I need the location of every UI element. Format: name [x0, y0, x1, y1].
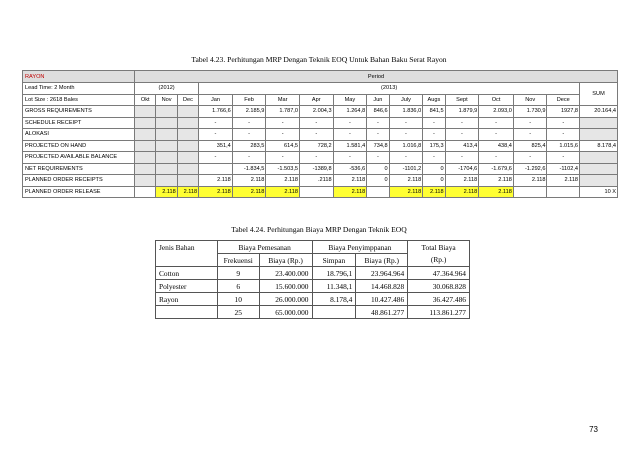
- mrp-cell: [135, 117, 156, 129]
- cost-jenis: Cotton: [156, 267, 218, 280]
- item-name: RAYON: [23, 71, 135, 83]
- mrp-cell: -: [266, 152, 300, 164]
- month-header: Dec: [177, 94, 198, 106]
- row-sum: [580, 129, 618, 141]
- mrp-cell: [299, 186, 333, 198]
- header-biaya-pemesanan: Biaya Pemesanan: [217, 241, 312, 254]
- mrp-cell: 2.118: [232, 175, 266, 187]
- mrp-cell: -: [299, 129, 333, 141]
- cost-row: [156, 306, 470, 319]
- mrp-cell: 2.118: [423, 186, 445, 198]
- mrp-cell: -: [479, 117, 514, 129]
- header-rp: (Rp.): [408, 254, 470, 267]
- mrp-cell: 1.264,8: [333, 106, 367, 118]
- mrp-cell: -: [333, 152, 367, 164]
- mrp-cell: [135, 186, 156, 198]
- cost-total: 30.068.828: [408, 280, 470, 293]
- month-header: Nov: [156, 94, 177, 106]
- mrp-cell: 2.118: [389, 175, 423, 187]
- cost-biaya1: 15.600.000: [259, 280, 312, 293]
- mrp-cell: -: [199, 117, 233, 129]
- mrp-cell: -: [445, 152, 479, 164]
- lot-size: Lot Size : 2618 Bales: [23, 94, 135, 106]
- mrp-cell: -: [232, 117, 266, 129]
- mrp-cell: [177, 163, 198, 175]
- mrp-cell: -: [199, 152, 233, 164]
- mrp-cell: -: [445, 129, 479, 141]
- mrp-cell: 1.787,0: [266, 106, 300, 118]
- mrp-cell: [547, 186, 580, 198]
- mrp-cell: -1.679,6: [479, 163, 514, 175]
- row-sum: [580, 175, 618, 187]
- header-blank: [156, 254, 218, 267]
- mrp-cell: [177, 152, 198, 164]
- mrp-cell: [156, 163, 177, 175]
- cost-biaya2: 48.861.277: [356, 306, 408, 319]
- cost-biaya1: 26.000.000: [259, 293, 312, 306]
- mrp-cell: -: [199, 129, 233, 141]
- mrp-cell: -: [299, 117, 333, 129]
- cost-biaya1: 23.400.000: [259, 267, 312, 280]
- row-sum: [580, 163, 618, 175]
- mrp-cell: 1.879,9: [445, 106, 479, 118]
- mrp-cell: [156, 175, 177, 187]
- mrp-cell: 728,2: [299, 140, 333, 152]
- month-header: Feb: [232, 94, 266, 106]
- mrp-cell: -: [389, 152, 423, 164]
- mrp-cell: -: [333, 129, 367, 141]
- mrp-cell: 825,4: [513, 140, 547, 152]
- month-header: Oct: [479, 94, 514, 106]
- mrp-row: [23, 163, 618, 175]
- mrp-cell: [135, 140, 156, 152]
- row-label: PLANNED ORDER RELEASE: [23, 186, 135, 198]
- mrp-cell: [156, 106, 177, 118]
- mrp-cell: 438,4: [479, 140, 514, 152]
- mrp-cell: 1.730,9: [513, 106, 547, 118]
- month-header: Augs: [423, 94, 445, 106]
- cost-jenis: [156, 306, 218, 319]
- mrp-cell: 0: [367, 175, 389, 187]
- mrp-cell: [156, 129, 177, 141]
- mrp-cell: -: [367, 152, 389, 164]
- mrp-cell: [177, 106, 198, 118]
- cost-simpan: 8.178,4: [312, 293, 356, 306]
- mrp-cell: 1.581,4: [333, 140, 367, 152]
- row-sum: [580, 152, 618, 164]
- mrp-cell: -: [389, 117, 423, 129]
- row-label: PLANNED ORDER RECEIPTS: [23, 175, 135, 187]
- mrp-cell: 2.118: [199, 175, 233, 187]
- mrp-cell: -: [423, 117, 445, 129]
- mrp-cell: 0: [423, 175, 445, 187]
- mrp-cell: -1.834,5: [232, 163, 266, 175]
- mrp-cell: 2.093,0: [479, 106, 514, 118]
- mrp-cell: 2.118: [333, 175, 367, 187]
- cost-total: 113.861.277: [408, 306, 470, 319]
- mrp-row: [23, 129, 618, 141]
- cost-simpan: [312, 306, 356, 319]
- mrp-cell: 2.118: [266, 175, 300, 187]
- month-header: Apr: [299, 94, 333, 106]
- cost-biaya2: 14.468.828: [356, 280, 408, 293]
- mrp-cell: [156, 140, 177, 152]
- cost-frek: 6: [217, 280, 259, 293]
- month-header: July: [389, 94, 423, 106]
- mrp-cell: 1.836,0: [389, 106, 423, 118]
- header-biaya-pesan: Biaya (Rp.): [259, 254, 312, 267]
- cost-frek: 9: [217, 267, 259, 280]
- table-caption-mrp: Tabel 4.23. Perhitungan MRP Dengan Teknik EOQ Untuk Bahan Baku Serat Rayon: [191, 55, 447, 64]
- mrp-cell: [156, 117, 177, 129]
- month-header: Sept: [445, 94, 479, 106]
- mrp-cell: -: [445, 117, 479, 129]
- mrp-cell: 614,5: [266, 140, 300, 152]
- mrp-cell: -: [547, 117, 580, 129]
- month-header: Jun: [367, 94, 389, 106]
- cost-simpan: 11.348,1: [312, 280, 356, 293]
- mrp-cell: 2.118: [333, 186, 367, 198]
- mrp-cell: -1102,4: [547, 163, 580, 175]
- mrp-cell: -536,6: [333, 163, 367, 175]
- row-sum: 8.178,4: [580, 140, 618, 152]
- mrp-cell: 2.118: [479, 175, 514, 187]
- mrp-cell: 1.766,6: [199, 106, 233, 118]
- header-frekuensi: Frekuensi: [217, 254, 259, 267]
- mrp-cell: -1.503,5: [266, 163, 300, 175]
- mrp-cell: -: [232, 129, 266, 141]
- mrp-cell: -: [389, 129, 423, 141]
- row-label: GROSS REQUIREMENTS: [23, 106, 135, 118]
- table-caption-cost: Tabel 4.24. Perhitungan Biaya MRP Dengan Teknik EOQ: [231, 225, 407, 234]
- page-number: 73: [589, 425, 598, 434]
- mrp-cell: [513, 186, 547, 198]
- sum-header: SUM: [580, 83, 618, 106]
- mrp-row: [23, 175, 618, 187]
- row-sum: [580, 117, 618, 129]
- mrp-cell: 2.118: [547, 175, 580, 187]
- mrp-cell: [135, 175, 156, 187]
- mrp-cell: 2.118: [445, 186, 479, 198]
- mrp-cell: [199, 163, 233, 175]
- cost-biaya2: 23.964.964: [356, 267, 408, 280]
- cost-biaya1: 65.000.000: [259, 306, 312, 319]
- mrp-table: [22, 70, 618, 198]
- mrp-cell: -: [479, 129, 514, 141]
- row-sum: 20.164,4: [580, 106, 618, 118]
- lead-time: Lead Time: 2 Month: [23, 83, 135, 95]
- row-label: PROJECTED AVAILABLE BALANCE: [23, 152, 135, 164]
- period-header: Period: [135, 71, 618, 83]
- row-label: SCHEDULE RECEIPT: [23, 117, 135, 129]
- header-biaya-simpan: Biaya (Rp.): [356, 254, 408, 267]
- cost-jenis: Rayon: [156, 293, 218, 306]
- mrp-cell: 175,3: [423, 140, 445, 152]
- mrp-row: [23, 186, 618, 198]
- cost-frek: 25: [217, 306, 259, 319]
- mrp-cell: -: [479, 152, 514, 164]
- header-simpan: Simpan: [312, 254, 356, 267]
- mrp-cell: 2.118: [199, 186, 233, 198]
- mrp-row: [23, 106, 618, 118]
- mrp-cell: 351,4: [199, 140, 233, 152]
- mrp-cell: 2.185,9: [232, 106, 266, 118]
- mrp-cell: -: [547, 152, 580, 164]
- mrp-cell: -: [367, 129, 389, 141]
- mrp-cell: -: [367, 117, 389, 129]
- mrp-cell: 734,8: [367, 140, 389, 152]
- mrp-cell: 2.004,3: [299, 106, 333, 118]
- mrp-cell: -1704,6: [445, 163, 479, 175]
- mrp-cell: -: [299, 152, 333, 164]
- year-2013: (2013): [199, 83, 580, 95]
- mrp-cell: 0: [367, 163, 389, 175]
- mrp-cell: -: [513, 129, 547, 141]
- mrp-cell: -: [513, 152, 547, 164]
- mrp-cell: 0: [423, 163, 445, 175]
- month-header: May: [333, 94, 367, 106]
- row-sum: 10 X: [580, 186, 618, 198]
- mrp-cell: -: [266, 129, 300, 141]
- mrp-cell: 2.118: [266, 186, 300, 198]
- year-2012: (2012): [135, 83, 199, 95]
- mrp-cell: -: [513, 117, 547, 129]
- mrp-cell: 2.118: [232, 186, 266, 198]
- mrp-row: [23, 117, 618, 129]
- mrp-cell: -: [423, 152, 445, 164]
- month-header: Dece: [547, 94, 580, 106]
- mrp-cell: 2.118: [177, 186, 198, 198]
- cost-row: [156, 293, 470, 306]
- mrp-cell: -: [232, 152, 266, 164]
- cost-row: [156, 267, 470, 280]
- mrp-cell: -: [547, 129, 580, 141]
- cost-total: 36.427.486: [408, 293, 470, 306]
- cost-biaya2: 10.427.486: [356, 293, 408, 306]
- mrp-cell: 413,4: [445, 140, 479, 152]
- cost-simpan: 18.796,1: [312, 267, 356, 280]
- mrp-cell: 2.118: [479, 186, 514, 198]
- mrp-cell: 841,5: [423, 106, 445, 118]
- mrp-cell: -: [333, 117, 367, 129]
- mrp-cell: [177, 140, 198, 152]
- cost-table: [155, 240, 470, 319]
- mrp-cell: [156, 152, 177, 164]
- row-label: NET REQUIREMENTS: [23, 163, 135, 175]
- cost-jenis: Polyester: [156, 280, 218, 293]
- mrp-cell: -: [423, 129, 445, 141]
- mrp-cell: 1.016,8: [389, 140, 423, 152]
- month-header: Jan: [199, 94, 233, 106]
- header-jenis-bahan: Jenis Bahan: [156, 241, 218, 254]
- header-total-biaya: Total Biaya: [408, 241, 470, 254]
- month-header: Mar: [266, 94, 300, 106]
- mrp-cell: 2.118: [156, 186, 177, 198]
- mrp-cell: -1389,8: [299, 163, 333, 175]
- mrp-cell: .2118: [299, 175, 333, 187]
- mrp-cell: [135, 129, 156, 141]
- month-header: Nov: [513, 94, 547, 106]
- mrp-cell: [177, 129, 198, 141]
- header-biaya-penyimpanan: Biaya Penyimppanan: [312, 241, 408, 254]
- cost-frek: 10: [217, 293, 259, 306]
- mrp-row: [23, 140, 618, 152]
- cost-total: 47.364.964: [408, 267, 470, 280]
- row-label: PROJECTED ON HAND: [23, 140, 135, 152]
- mrp-cell: -1.292,6: [513, 163, 547, 175]
- mrp-cell: 1.015,6: [547, 140, 580, 152]
- mrp-cell: [367, 186, 389, 198]
- mrp-cell: [177, 117, 198, 129]
- mrp-cell: [135, 106, 156, 118]
- mrp-cell: 846,6: [367, 106, 389, 118]
- mrp-cell: -1101,2: [389, 163, 423, 175]
- month-header: Okt: [135, 94, 156, 106]
- mrp-cell: 2.118: [513, 175, 547, 187]
- mrp-cell: [177, 175, 198, 187]
- mrp-cell: [135, 152, 156, 164]
- mrp-cell: 1927,8: [547, 106, 580, 118]
- mrp-cell: -: [266, 117, 300, 129]
- mrp-row: [23, 152, 618, 164]
- mrp-cell: [135, 163, 156, 175]
- mrp-cell: 283,5: [232, 140, 266, 152]
- mrp-cell: 2.118: [445, 175, 479, 187]
- mrp-cell: 2.118: [389, 186, 423, 198]
- cost-row: [156, 280, 470, 293]
- row-label: ALOKASI: [23, 129, 135, 141]
